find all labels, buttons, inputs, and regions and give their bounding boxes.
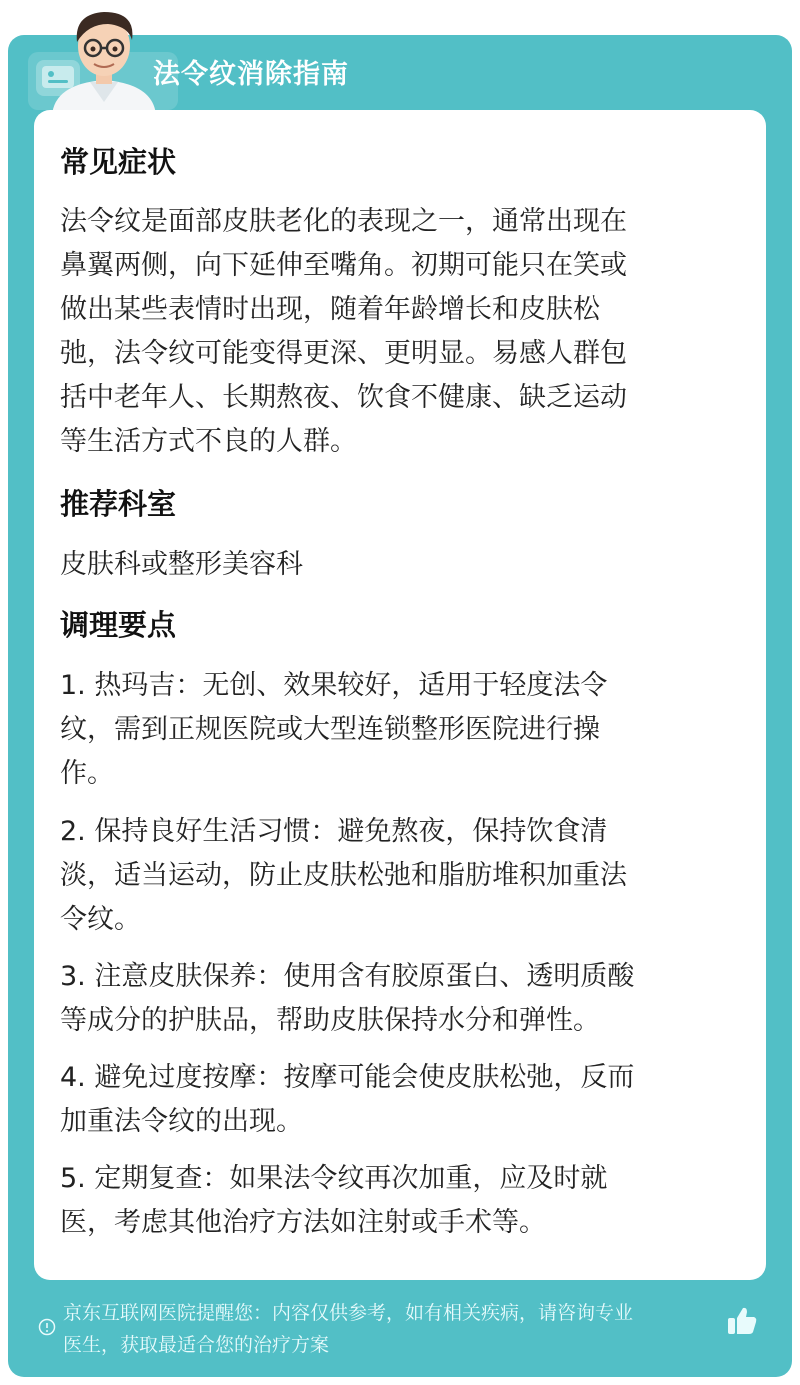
care-item-line: 等成分的护肤品，帮助皮肤保持水分和弹性。 <box>60 1005 600 1036</box>
thumbs-up-icon[interactable] <box>724 1303 760 1339</box>
care-item-line: 5. 定期复查：如果法令纹再次加重，应及时就 <box>60 1163 608 1194</box>
doctor-avatar <box>44 6 164 116</box>
symptoms-text <box>60 200 730 464</box>
care-item <box>60 1056 730 1144</box>
section-heading-department: 推荐科室 <box>60 487 177 521</box>
care-item-line: 1. 热玛吉：无创、效果较好，适用于轻度法令 <box>60 670 608 701</box>
care-item-line: 作。 <box>60 758 114 789</box>
care-item <box>60 810 730 942</box>
symptoms-line: 弛，法令纹可能变得更深、更明显。易感人群包 <box>60 338 627 369</box>
care-item-line: 3. 注意皮肤保养：使用含有胶原蛋白、透明质酸 <box>60 961 635 992</box>
care-item-line: 令纹。 <box>60 904 141 935</box>
care-item-line: 纹，需到正规医院或大型连锁整形医院进行操 <box>60 714 600 745</box>
symptoms-line: 法令纹是面部皮肤老化的表现之一，通常出现在 <box>60 206 627 237</box>
symptoms-line: 等生活方式不良的人群。 <box>60 426 357 457</box>
section-heading-symptoms: 常见症状 <box>60 145 177 179</box>
care-item-line: 加重法令纹的出现。 <box>60 1106 303 1137</box>
care-item-line: 4. 避免过度按摩：按摩可能会使皮肤松弛，反而 <box>60 1062 635 1093</box>
disclaimer-line: 医生，获取最适合您的治疗方案 <box>63 1334 330 1356</box>
disclaimer-line: 京东互联网医院提醒您：内容仅供参考，如有相关疾病，请咨询专业 <box>63 1302 634 1324</box>
care-item-line: 淡，适当运动，防止皮肤松弛和脂肪堆积加重法 <box>60 860 627 891</box>
symptoms-line: 鼻翼两侧，向下延伸至嘴角。初期可能只在笑或 <box>60 250 627 281</box>
care-item-line: 医，考虑其他治疗方法如注射或手术等。 <box>60 1207 546 1238</box>
department-text: 皮肤科或整形美容科 <box>60 549 303 580</box>
care-item <box>60 1157 730 1245</box>
disclaimer-text <box>63 1297 728 1361</box>
care-item-line: 2. 保持良好生活习惯：避免熬夜，保持饮食清 <box>60 816 608 847</box>
page-title: 法令纹消除指南 <box>153 59 349 90</box>
symptoms-line: 括中老年人、长期熬夜、饮食不健康、缺乏运动 <box>60 382 627 413</box>
info-icon <box>38 1318 56 1336</box>
section-heading-care: 调理要点 <box>60 608 177 642</box>
care-item <box>60 955 730 1043</box>
care-item <box>60 664 730 796</box>
symptoms-line: 做出某些表情时出现，随着年龄增长和皮肤松 <box>60 294 600 325</box>
